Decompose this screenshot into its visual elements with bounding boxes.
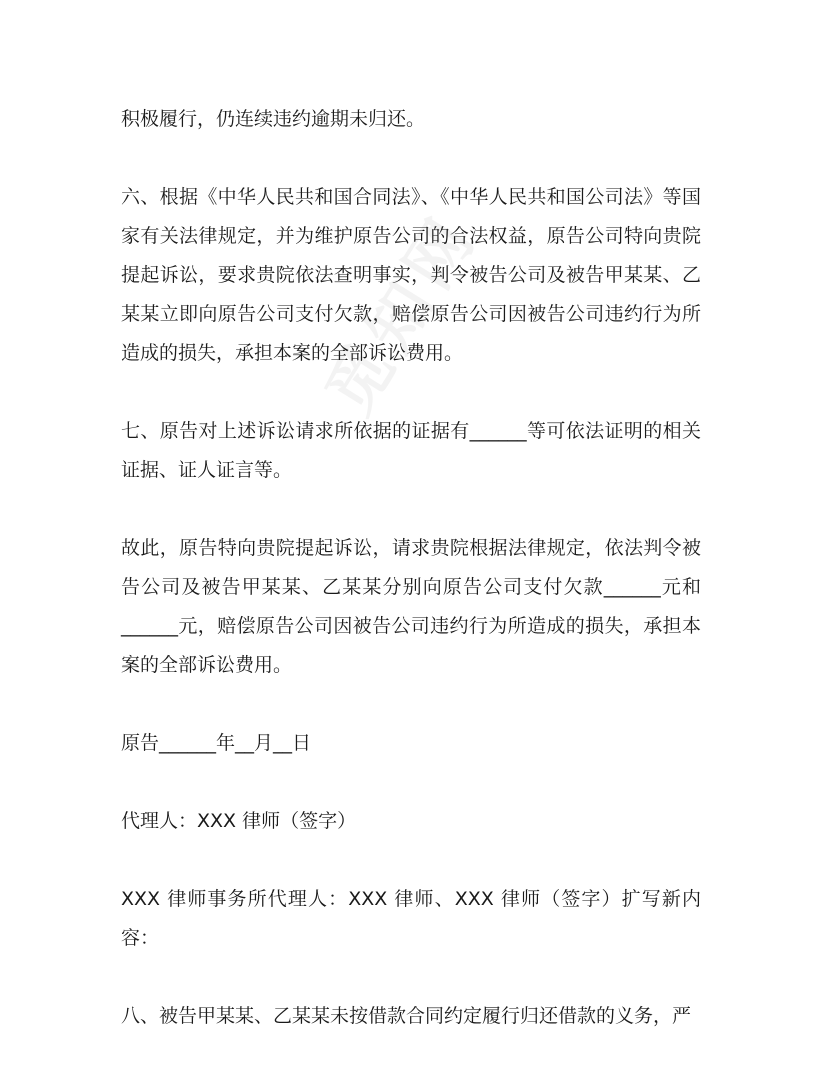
document-body <box>121 100 701 1036</box>
paragraph-conclusion: 故此，原告特向贵院提起诉讼，请求贵院根据法律规定，依法判令被告公司及被告甲某某、乙某某分别向原告公司支付欠款______元和______元，赔偿原告公司因被告公司违约行为所造成的损失，承担本案的全部诉讼费用。 <box>121 537 701 676</box>
paragraph-eight: 八、被告甲某某、乙某某未按借款合同约定履行归还借款的义务，严 <box>121 1005 692 1027</box>
plaintiff-date-line: 原告______年__月__日 <box>121 732 312 754</box>
agent-signature-line: 代理人：XXX 律师（签字） <box>121 810 357 832</box>
paragraph-continuation: 积极履行，仍连续违约逾期未归还。 <box>121 108 426 130</box>
paragraph-seven: 七、原告对上述诉讼请求所依据的证据有______等可依法证明的相关证据、证人证言等。 <box>121 420 701 481</box>
paragraph-six: 六、根据《中华人民共和国合同法》、《中华人民共和国公司法》等国家有关法律规定，并为维护原告公司的合法权益，原告公司特向贵院提起诉讼，要求贵院依法查明事实，判令被告公司及被告甲某某、乙某某立即向原告公司支付欠款，赔偿原告公司因被告公司违约行为所造成的损失，承担本案的全部诉讼费用。 <box>121 186 701 364</box>
law-firm-agent-line: XXX 律师事务所代理人：XXX 律师、XXX 律师（签字）扩写新内容： <box>121 888 701 949</box>
